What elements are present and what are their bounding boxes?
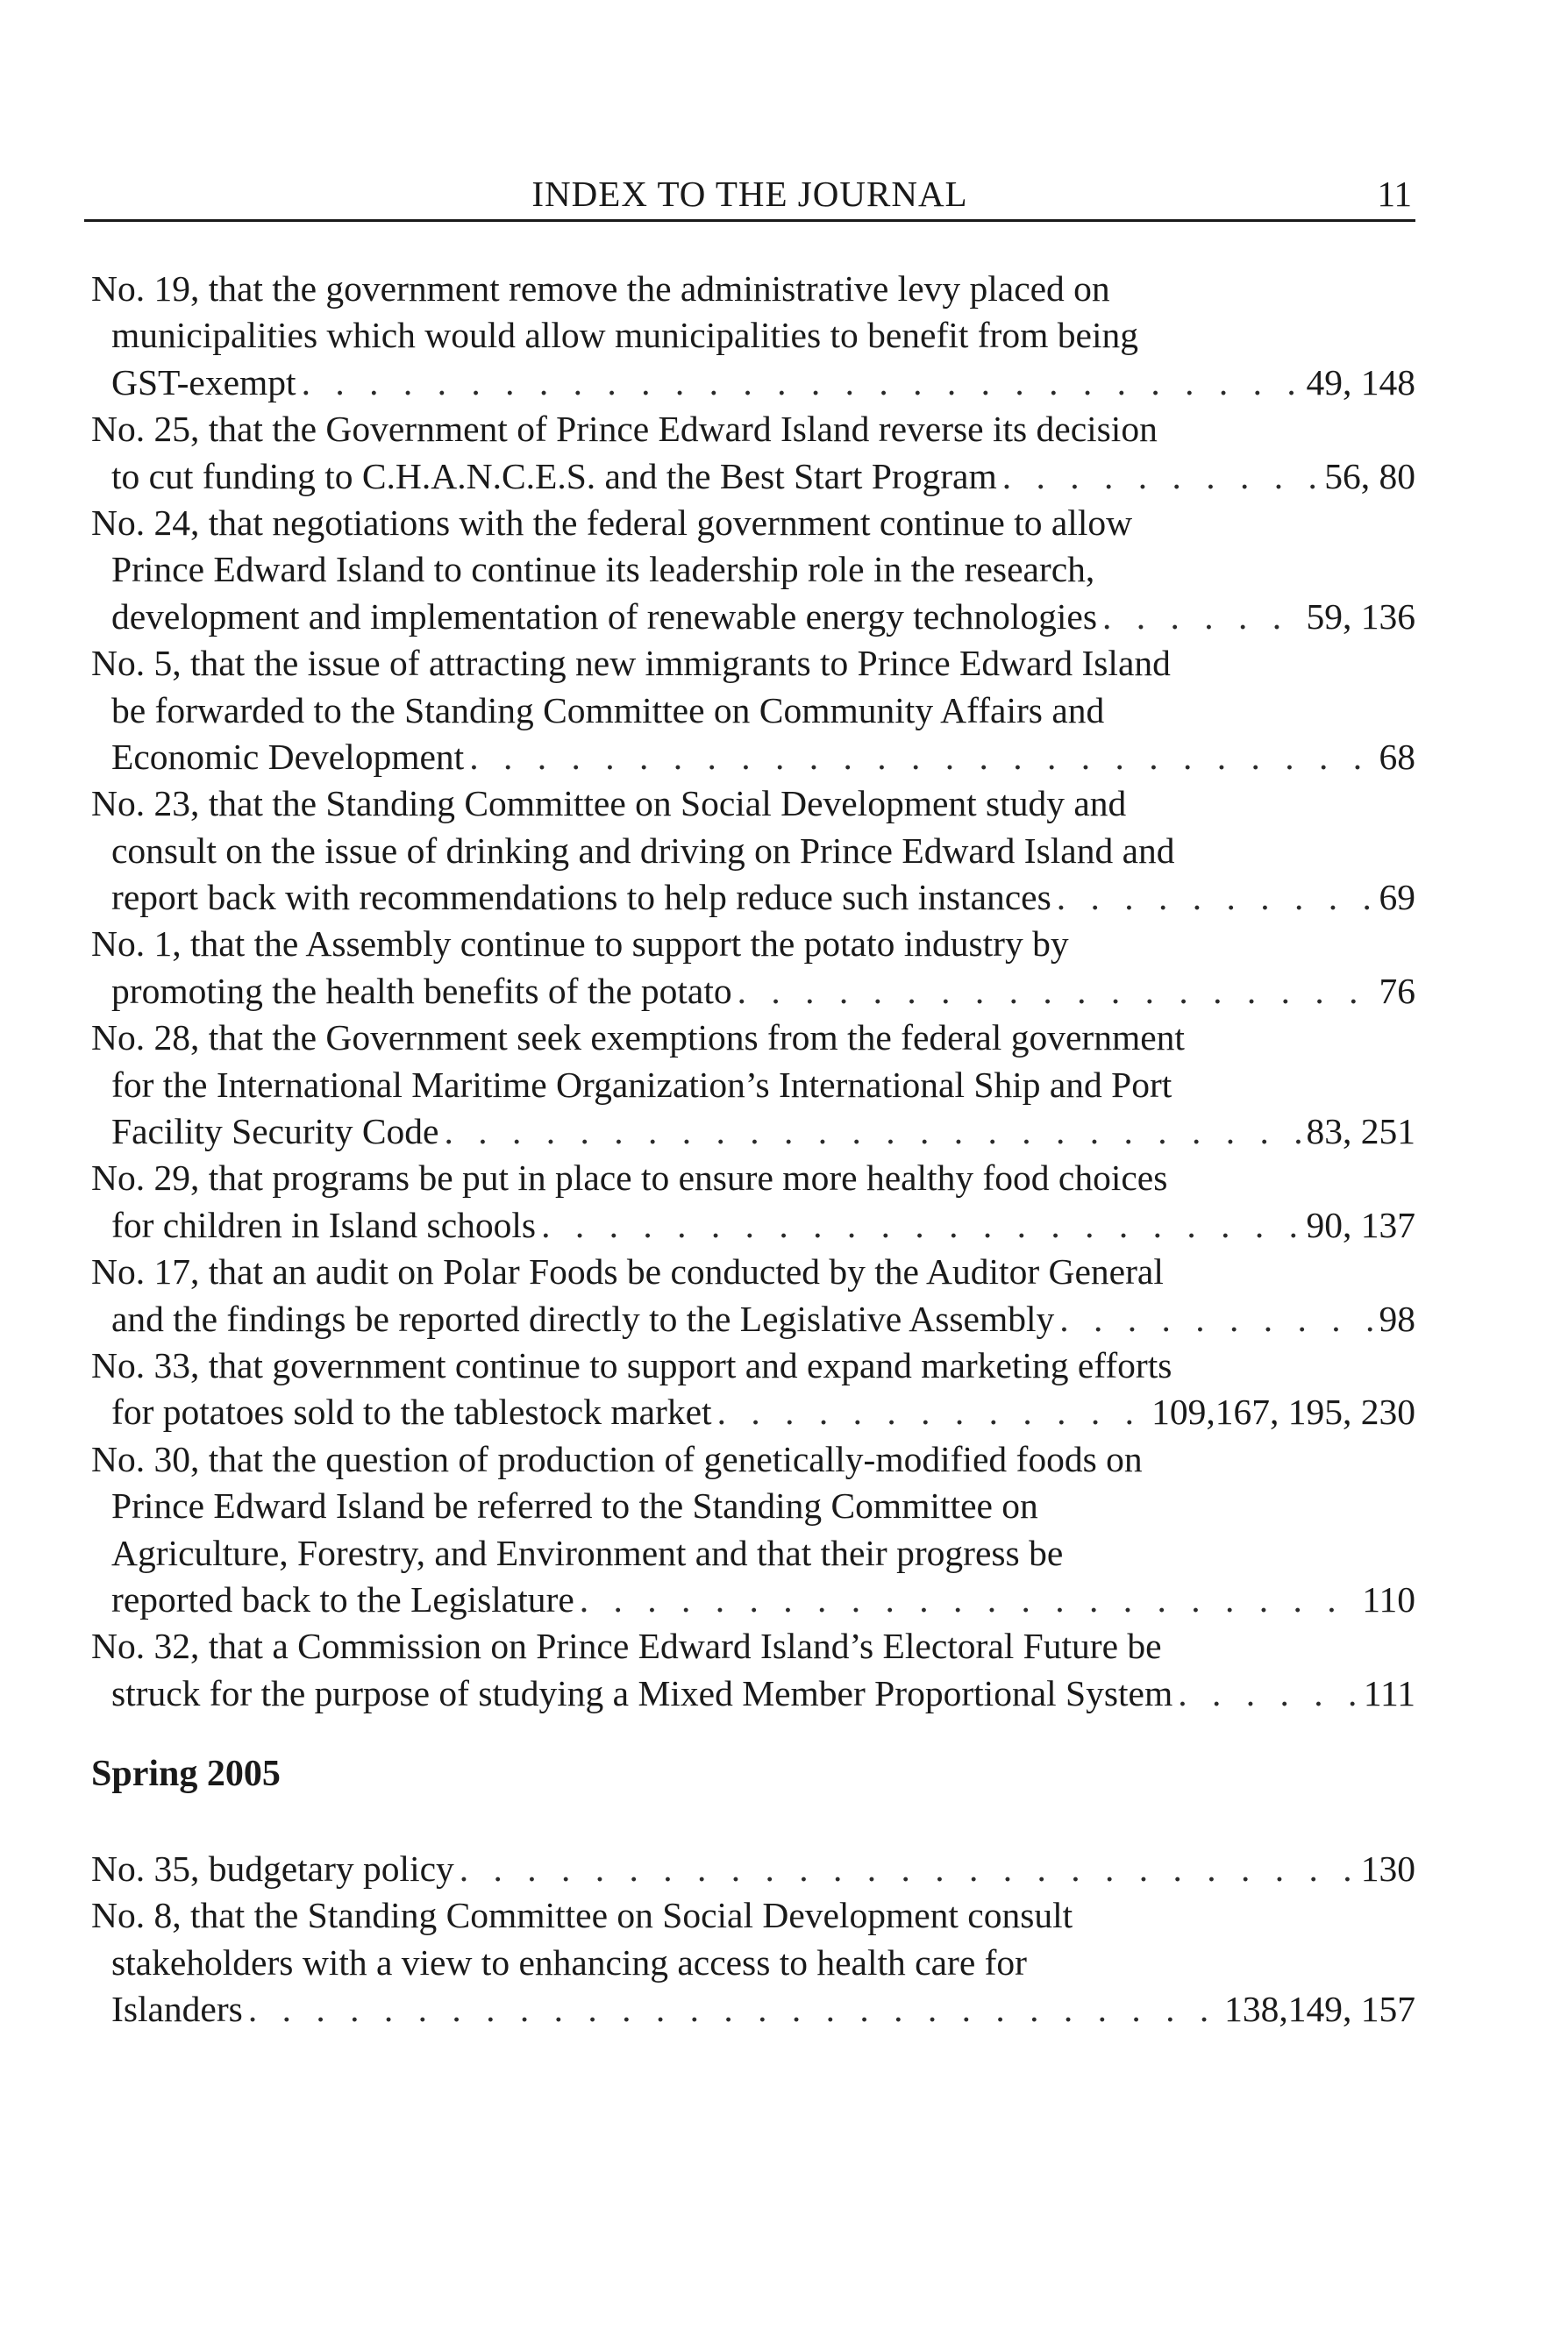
entry-leader-line	[91, 1846, 1415, 1892]
dot-leader	[302, 360, 1301, 406]
entry-text-line: No. 19, that the government remove the administrative levy placed on	[91, 268, 1110, 309]
entry-text-line: No. 30, that the question of production of genetically-modified foods on	[91, 1438, 1143, 1479]
entry-text-line: municipalities which would allow municipalities to benefit from being	[111, 315, 1138, 356]
entry-list-fall	[91, 266, 1415, 1717]
index-entry	[91, 1155, 1415, 1249]
page-references: 49, 148	[1306, 361, 1415, 402]
entry-text-line: for the International Maritime Organization’s International Ship and Port	[111, 1064, 1172, 1105]
entry-text-line: No. 17, that an audit on Polar Foods be conducted by the Auditor General	[91, 1251, 1164, 1293]
page-number: 11	[1377, 174, 1412, 214]
entry-text-line: and the findings be reported directly to the Legislative Assembly	[111, 1298, 1055, 1339]
entry-leader-line	[91, 874, 1415, 921]
page-references: 59, 136	[1306, 595, 1415, 637]
entry-text-line: reported back to the Legislature	[111, 1578, 574, 1620]
entry-text-line: consult on the issue of drinking and driving on Prince Edward Island and	[111, 830, 1175, 871]
index-entry	[91, 406, 1415, 500]
index-entry	[91, 1623, 1415, 1717]
page-references: 56, 80	[1324, 455, 1415, 496]
index-entry	[91, 921, 1415, 1015]
page-references: 83, 251	[1306, 1111, 1415, 1152]
index-entry	[91, 1436, 1415, 1624]
dot-leader	[580, 1577, 1358, 1623]
entry-text-line: Islanders	[111, 1989, 243, 2030]
entry-text-line: GST-exempt	[111, 361, 296, 402]
entry-list-spring	[91, 1846, 1415, 2033]
entry-text-line: No. 35, budgetary policy	[91, 1848, 454, 1889]
entry-text-line: stakeholders with a view to enhancing access to health care for	[111, 1941, 1028, 1983]
index-entry	[91, 500, 1415, 640]
index-entry	[91, 266, 1415, 406]
entry-text-line: No. 24, that negotiations with the federal government continue to allow	[91, 502, 1133, 543]
entry-text-line: be forwarded to the Standing Committee on Community Affairs and	[111, 689, 1105, 730]
dot-leader	[1178, 1670, 1358, 1717]
entry-text-line: No. 5, that the issue of attracting new immigrants to Prince Edward Island	[91, 643, 1171, 684]
entry-leader-line	[91, 1389, 1415, 1435]
dot-leader	[469, 734, 1373, 780]
entry-leader-line	[91, 734, 1415, 780]
page-references: 109,167, 195, 230	[1151, 1392, 1415, 1433]
entry-leader-line	[91, 1202, 1415, 1249]
page-references: 111	[1363, 1672, 1415, 1713]
page-title: INDEX TO THE JOURNAL	[531, 174, 968, 214]
dot-leader	[1102, 594, 1301, 640]
entry-text-line: to cut funding to C.H.A.N.C.E.S. and the Best Start Program	[111, 455, 997, 496]
dot-leader	[248, 1986, 1219, 2033]
section-heading: Spring 2005	[91, 1754, 281, 1794]
entry-leader-line	[91, 1670, 1415, 1717]
entry-leader-line	[91, 453, 1415, 500]
dot-leader	[738, 968, 1374, 1015]
entry-text-line: Agriculture, Forestry, and Environment and that their progress be	[111, 1532, 1064, 1573]
entry-leader-line	[91, 1577, 1415, 1623]
index-entry	[91, 1846, 1415, 1892]
dot-leader	[1059, 1296, 1373, 1342]
index-entry	[91, 1015, 1415, 1155]
index-entry	[91, 1892, 1415, 2033]
index-entry	[91, 1249, 1415, 1342]
entry-text-line: No. 32, that a Commission on Prince Edward Island’s Electoral Future be	[91, 1626, 1162, 1667]
entry-text-line: Economic Development	[111, 736, 465, 777]
page-references: 98	[1379, 1298, 1415, 1339]
entry-text-line: Facility Security Code	[111, 1111, 439, 1152]
entry-text-line: No. 25, that the Government of Prince Edward Island reverse its decision	[91, 409, 1158, 450]
index-entry	[91, 780, 1415, 921]
entry-leader-line	[91, 360, 1415, 406]
entry-text-line: No. 28, that the Government seek exemptions from the federal government	[91, 1017, 1185, 1058]
index-entry	[91, 640, 1415, 780]
entry-leader-line	[91, 1986, 1415, 2033]
entry-text-line: struck for the purpose of studying a Mixed Member Proportional System	[111, 1672, 1173, 1713]
page-references: 68	[1379, 736, 1415, 777]
page-references: 69	[1379, 877, 1415, 918]
entry-text-line: for children in Island schools	[111, 1204, 537, 1245]
page-header	[84, 172, 1415, 222]
page-references: 76	[1379, 970, 1415, 1011]
entry-leader-line	[91, 968, 1415, 1015]
dot-leader	[541, 1202, 1301, 1249]
dot-leader	[1057, 874, 1374, 921]
page-references: 110	[1362, 1578, 1415, 1620]
entry-text-line: report back with recommendations to help reduce such instances	[111, 877, 1051, 918]
entry-text-line: development and implementation of renewable energy technologies	[111, 595, 1097, 637]
dot-leader	[444, 1108, 1301, 1155]
dot-leader	[717, 1389, 1147, 1435]
page-references: 138,149, 157	[1224, 1989, 1415, 2030]
entry-text-line: No. 33, that government continue to support and expand marketing efforts	[91, 1344, 1172, 1385]
entry-leader-line	[91, 1296, 1415, 1342]
entry-text-line: No. 23, that the Standing Committee on Social Development study and	[91, 783, 1127, 824]
entry-leader-line	[91, 594, 1415, 640]
entry-text-line: for potatoes sold to the tablestock market	[111, 1392, 712, 1433]
page-references: 130	[1360, 1848, 1415, 1889]
entry-leader-line	[91, 1108, 1415, 1155]
dot-leader	[1002, 453, 1319, 500]
dot-leader	[460, 1846, 1356, 1892]
entry-text-line: No. 29, that programs be put in place to ensure more healthy food choices	[91, 1157, 1168, 1199]
entry-text-line: No. 8, that the Standing Committee on Social Development consult	[91, 1895, 1073, 1936]
entry-text-line: No. 1, that the Assembly continue to support the potato industry by	[91, 923, 1069, 965]
page-references: 90, 137	[1306, 1204, 1415, 1245]
index-entry	[91, 1342, 1415, 1436]
entry-text-line: Prince Edward Island be referred to the Standing Committee on	[111, 1485, 1038, 1527]
entry-text-line: Prince Edward Island to continue its leadership role in the research,	[111, 549, 1095, 590]
entry-text-line: promoting the health benefits of the potato	[111, 970, 732, 1011]
